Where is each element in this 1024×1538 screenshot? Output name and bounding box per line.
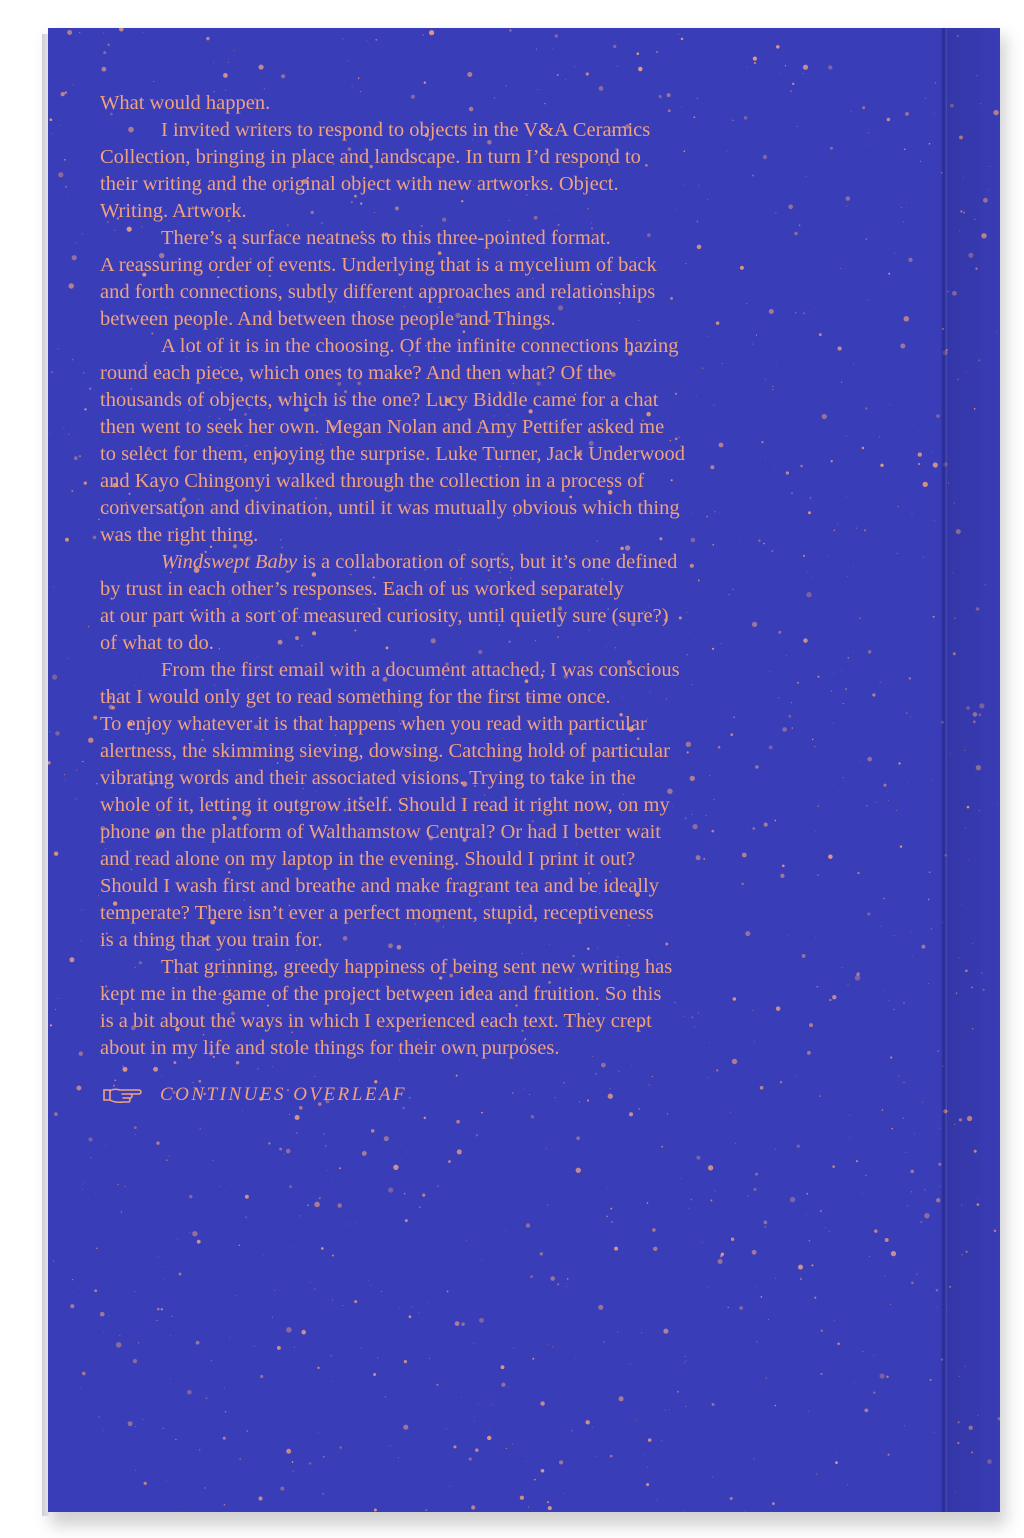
essay-line: whole of it, letting it outgrow itself. Should I read it right now, on my — [100, 794, 670, 816]
essay-line: conversation and divination, until it was mutually obvious which thing — [100, 497, 680, 519]
cover-flap — [947, 28, 1000, 1512]
essay-line: round each piece, which ones to make? And then what? Of the — [100, 362, 613, 384]
essay-line: between people. And between those people and Things. — [100, 308, 556, 330]
continues-overleaf-label: CONTINUES OVERLEAF — [160, 1084, 408, 1105]
essay-line: What would happen. — [100, 92, 271, 114]
essay-line: kept me in the game of the project between idea and fruition. So this — [100, 983, 662, 1005]
essay-line: about in my life and stole things for their own purposes. — [100, 1037, 560, 1059]
essay-line: then went to seek her own. Megan Nolan and Amy Pettifer asked me — [100, 416, 665, 438]
essay-line — [100, 549, 860, 576]
essay-line: by trust in each other’s responses. Each of us worked separately — [100, 578, 624, 600]
essay-line: To enjoy whatever it is that happens when you read with particular — [100, 713, 647, 735]
book-title-italic: Windswept Baby — [161, 551, 298, 573]
essay-line: From the first email with a document attached, I was conscious — [161, 659, 680, 681]
essay-line: alertness, the skimming sieving, dowsing. Catching hold of particular — [100, 740, 670, 762]
essay-line: vibrating words and their associated visions. Trying to take in the — [100, 767, 636, 789]
essay-line: and forth connections, subtly different approaches and relationships — [100, 281, 656, 303]
essay-line: That grinning, greedy happiness of being sent new writing has — [161, 956, 673, 978]
essay-line: is a bit about the ways in which I experienced each text. They crept — [100, 1010, 652, 1032]
essay-line: is a thing that you train for. — [100, 929, 323, 951]
continues-overleaf — [102, 1084, 407, 1106]
essay-line: of what to do. — [100, 632, 214, 654]
essay-line: and Kayo Chingonyi walked through the collection in a process of — [100, 470, 645, 492]
essay-line: I invited writers to respond to objects in the V&A Ceramics — [161, 119, 651, 141]
essay-line: was the right thing. — [100, 524, 259, 546]
essay-line: at our part with a sort of measured curiosity, until quietly sure (sure?) — [100, 605, 669, 627]
essay-line-continuation: is a collaboration of sorts, but it’s one defined — [297, 551, 678, 573]
cover-fold-line — [941, 28, 947, 1512]
essay-line: A reassuring order of events. Underlying that is a mycelium of back — [100, 254, 657, 276]
essay-line: and read alone on my laptop in the evening. Should I print it out? — [100, 848, 636, 870]
pointing-hand-icon — [102, 1084, 146, 1106]
essay-line: that I would only get to read something for the first time once. — [100, 686, 611, 708]
essay-line: There’s a surface neatness to this three-pointed format. — [161, 227, 611, 249]
essay-line: Should I wash first and breathe and make fragrant tea and be ideally — [100, 875, 659, 897]
essay-line: to select for them, enjoying the surprise. Luke Turner, Jack Underwood — [100, 443, 686, 465]
essay-line: thousands of objects, which is the one? Lucy Biddle came for a chat — [100, 389, 659, 411]
essay-line: phone on the platform of Walthamstow Central? Or had I better wait — [100, 821, 661, 843]
essay-line: temperate? There isn’t ever a perfect moment, stupid, receptiveness — [100, 902, 654, 924]
essay-text — [100, 90, 860, 1062]
essay-line: Collection, bringing in place and landscape. In turn I’d respond to — [100, 146, 641, 168]
book-back-cover — [48, 28, 1000, 1512]
essay-line: their writing and the original object with new artworks. Object. — [100, 173, 619, 195]
essay-line: Writing. Artwork. — [100, 200, 247, 222]
essay-line: A lot of it is in the choosing. Of the infinite connections hazing — [161, 335, 679, 357]
